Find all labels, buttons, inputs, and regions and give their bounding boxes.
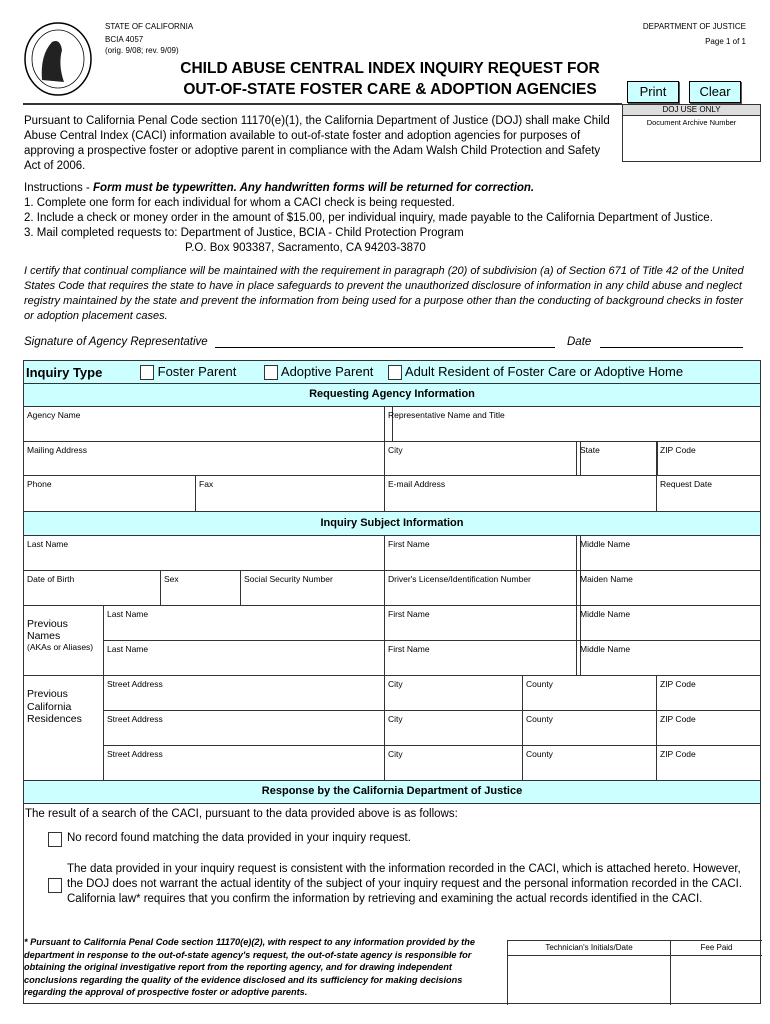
technician-initials-field[interactable]: [508, 956, 671, 1005]
instruction-item: 2. Include a check or money order in the amount of $15.00, per individual inquiry, made payable to the California Department of Justice.: [24, 212, 713, 224]
phone-field[interactable]: Phone: [23, 475, 196, 512]
mailing-address: P.O. Box 903387, Sacramento, CA 94203-3870: [185, 242, 426, 254]
email-field[interactable]: E-mail Address: [384, 475, 657, 512]
certification-statement: I certify that continual compliance will be maintained with the requirement in paragraph (20) of subdivision (a) of Section 671 of Title 42 of the United States Code that requires the state to have in place safeguards to prevent the unauthorized disclosure of information in any child abuse and neglect registry maintained by the state and prevent the information from being used for a purpose other than the conducting of background checks in foster or adoption placement cases.: [24, 265, 744, 322]
sex-field[interactable]: Sex: [160, 570, 241, 606]
inquiry-subject-heading: Inquiry Subject Information: [23, 511, 761, 536]
previous-city-field[interactable]: City: [384, 675, 523, 711]
adoptive-parent-option[interactable]: [264, 361, 373, 383]
previous-first-name-field[interactable]: First Name: [384, 605, 581, 641]
response-intro: The result of a search of the CACI, pursuant to the data provided above is as follows:: [25, 808, 458, 820]
previous-street-field[interactable]: Street Address: [103, 745, 385, 781]
technician-initials-header: Technician's Initials/Date: [508, 941, 671, 956]
previous-zip-field[interactable]: ZIP Code: [656, 745, 761, 781]
previous-names-title: Previous Names: [27, 618, 68, 642]
previous-city-field[interactable]: City: [384, 745, 523, 781]
form-revision: (orig. 9/08; rev. 9/09): [105, 46, 179, 55]
maiden-name-field[interactable]: Maiden Name: [576, 570, 761, 606]
department-label: DEPARTMENT OF JUSTICE: [642, 22, 746, 31]
agency-name-field[interactable]: Agency Name: [23, 406, 393, 442]
foster-parent-option[interactable]: [140, 361, 236, 383]
previous-names-subtitle: (AKAs or Aliases): [27, 642, 94, 652]
previous-zip-field[interactable]: ZIP Code: [656, 675, 761, 711]
option-label: Adult Resident of Foster Care or Adoptive Home: [404, 364, 684, 379]
state-seal-logo: [22, 20, 94, 98]
footnote: * Pursuant to California Penal Code section 11170(e)(2), with respect to any information provided by the department in response to the out-of-state agency's request, the out-of-state agency is responsible for obtaining the original investigative report from the reporting agency, and for drawing independent conclusions regarding the quality of the evidence disclosed and its sufficiency for making decisions regarding the approval of prospective foster or adoptive parents.: [24, 937, 475, 998]
last-name-field[interactable]: Last Name: [23, 535, 385, 571]
document-archive-number-field[interactable]: Document Archive Number: [646, 118, 737, 127]
middle-name-field[interactable]: Middle Name: [576, 535, 761, 571]
consistent-record-label: The data provided in your inquiry request is consistent with the information recorded in the CACI, which is attached hereto. However, the DOJ does not warrant the actual identity of the subject of your inquiry request and the personal information recorded in the CACI. California law* requires that you confirm the information by retrieving and examining the actual records identified in the CACI.: [67, 863, 743, 905]
requesting-agency-heading: Requesting Agency Information: [23, 383, 761, 407]
form-title-line2: OUT-OF-STATE FOSTER CARE & ADOPTION AGENCIES: [183, 81, 597, 98]
doj-tracking-table: [507, 940, 762, 1005]
previous-residences-border: [23, 675, 104, 781]
response-heading: Response by the California Department of Justice: [23, 780, 761, 804]
consistent-record-checkbox[interactable]: [48, 878, 62, 893]
agency-zip-field[interactable]: ZIP Code: [656, 441, 761, 476]
date-of-birth-field[interactable]: Date of Birth: [23, 570, 161, 606]
adult-resident-option[interactable]: [388, 361, 683, 383]
page-number: Page 1 of 1: [705, 37, 746, 46]
previous-county-field[interactable]: County: [522, 675, 657, 711]
previous-county-field[interactable]: County: [522, 710, 657, 746]
first-name-field[interactable]: First Name: [384, 535, 581, 571]
previous-first-name-field[interactable]: First Name: [384, 640, 581, 676]
previous-city-field[interactable]: City: [384, 710, 523, 746]
representative-name-field[interactable]: Representative Name and Title: [384, 406, 761, 442]
intro-paragraph: Pursuant to California Penal Code section 11170(e)(1), the California Department of Justice (DOJ) shall make Child Abuse Central Index (CACI) information available to out-of-state foster and adoption agencies for purposes of approving a prospective foster or adoptive parent in compliance with the Adam Walsh Child Protection and Safety Act of 2006.: [24, 115, 610, 172]
header-divider: [23, 103, 622, 105]
signature-field[interactable]: [215, 347, 555, 348]
previous-county-field[interactable]: County: [522, 745, 657, 781]
foster-parent-checkbox[interactable]: [140, 365, 154, 380]
doj-use-only-box: [622, 104, 761, 162]
instruction-item: 3. Mail completed requests to: Department of Justice, BCIA - Child Protection Program: [24, 227, 464, 239]
response-section: [23, 803, 761, 1004]
previous-street-field[interactable]: Street Address: [103, 710, 385, 746]
print-button[interactable]: Print: [627, 81, 679, 103]
adoptive-parent-checkbox[interactable]: [264, 365, 278, 380]
previous-middle-name-field[interactable]: Middle Name: [576, 640, 761, 676]
fee-paid-header: Fee Paid: [671, 941, 762, 956]
previous-middle-name-field[interactable]: Middle Name: [576, 605, 761, 641]
previous-last-name-field[interactable]: Last Name: [103, 605, 385, 641]
date-field[interactable]: [600, 347, 743, 348]
doj-use-only-title: DOJ USE ONLY: [623, 105, 760, 116]
agency-state-field[interactable]: State: [576, 441, 658, 476]
mailing-address-field[interactable]: Mailing Address: [23, 441, 385, 476]
drivers-license-field[interactable]: Driver's License/Identification Number: [384, 570, 581, 606]
adult-resident-checkbox[interactable]: [388, 365, 402, 380]
inquiry-type-row: [23, 360, 761, 384]
agency-city-field[interactable]: City: [384, 441, 581, 476]
instructions-emphasis: Form must be typewritten. Any handwritten forms will be returned for correction.: [93, 182, 535, 194]
form-number: BCIA 4057: [105, 35, 144, 44]
no-record-checkbox[interactable]: [48, 832, 62, 847]
instructions-label: Instructions -: [24, 182, 94, 194]
signature-label: Signature of Agency Representative: [24, 336, 208, 348]
instruction-item: 1. Complete one form for each individual for whom a CACI check is being requested.: [24, 197, 455, 209]
date-label: Date: [567, 336, 592, 348]
previous-street-field[interactable]: Street Address: [103, 675, 385, 711]
no-record-label: No record found matching the data provided in your inquiry request.: [67, 832, 411, 844]
previous-residences-label: Previous California Residences: [23, 675, 93, 781]
request-date-field[interactable]: Request Date: [656, 475, 761, 512]
previous-zip-field[interactable]: ZIP Code: [656, 710, 761, 746]
state-label: STATE OF CALIFORNIA: [105, 22, 194, 31]
fax-field[interactable]: Fax: [195, 475, 385, 512]
ssn-field[interactable]: Social Security Number: [240, 570, 385, 606]
instructions: [24, 181, 764, 256]
inquiry-type-label: Inquiry Type: [26, 365, 103, 380]
clear-button[interactable]: Clear: [689, 81, 741, 103]
option-label: Adoptive Parent: [280, 364, 374, 379]
form-title-line1: CHILD ABUSE CENTRAL INDEX INQUIRY REQUEST FOR: [180, 60, 600, 77]
fee-paid-field[interactable]: [671, 956, 762, 1005]
option-label: Foster Parent: [157, 364, 237, 379]
previous-last-name-field[interactable]: Last Name: [103, 640, 385, 676]
previous-names-label: [23, 605, 104, 676]
